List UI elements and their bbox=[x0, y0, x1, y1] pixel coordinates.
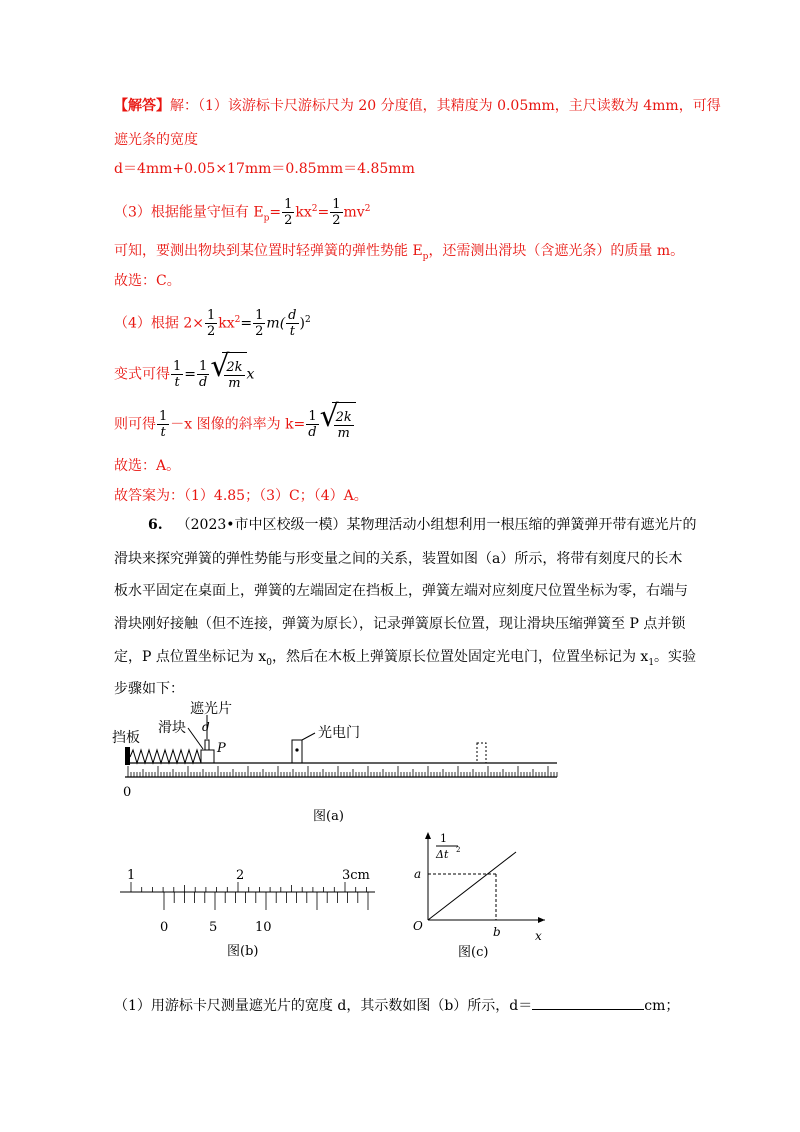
answer-blank[interactable] bbox=[532, 995, 644, 1010]
sq-4: 2 bbox=[304, 315, 311, 325]
p-label: P bbox=[217, 741, 226, 756]
question-line-3: 板水平固定在桌面上，弹簧的左端固定在挡板上，弹簧左端对应刻度尺位置坐标为零，右端与 bbox=[114, 583, 688, 599]
one-over-t-2: $\frac{1}{t}$ bbox=[159, 409, 168, 440]
conclusion-b: ，还需测出滑块（含遮光条）的质量 m。 bbox=[428, 243, 685, 259]
zero-label: 0 bbox=[123, 785, 132, 800]
ep-sub-2: p bbox=[422, 251, 429, 262]
answer-line-5 bbox=[114, 240, 684, 268]
a-label: a bbox=[414, 867, 422, 881]
photogate-dot bbox=[295, 748, 298, 751]
slope-text: －x 图像的斜率为 k= bbox=[170, 416, 306, 433]
answer-line-8 bbox=[114, 349, 255, 397]
answer-line-3: d＝4mm+0.05×17mm＝0.85mm＝4.85mm bbox=[114, 161, 415, 177]
shade-plate bbox=[205, 740, 209, 750]
vernier-ticks bbox=[164, 892, 368, 910]
sqrt-2k-over-m-2: √ $\frac{2k}{m}$ bbox=[320, 402, 356, 447]
question-line-4: 滑块刚好接触（但不连接，弹簧为原长），记录弹簧原长位置，现让滑块压缩弹簧至 P 点并锁 bbox=[114, 616, 686, 632]
ep-sub: p bbox=[263, 213, 270, 224]
shade-label: 遮光片 bbox=[190, 701, 232, 717]
sq-2: 2 bbox=[364, 204, 371, 214]
half-fraction-2: $\frac{1}{2}$ bbox=[332, 197, 341, 229]
slider-label: 滑块 bbox=[158, 720, 186, 736]
half-fraction-1: $\frac{1}{2}$ bbox=[284, 197, 293, 229]
figure-b-caption: 图(b) bbox=[227, 944, 259, 959]
y-label-den: Δt bbox=[436, 848, 449, 861]
p5c: 。实验 bbox=[654, 649, 697, 665]
baffle-plate bbox=[125, 747, 130, 765]
baffle-label: 挡板 bbox=[112, 730, 140, 746]
vernier-label-10: 10 bbox=[255, 920, 272, 935]
answer-line-4 bbox=[114, 192, 370, 235]
answer-line-9 bbox=[114, 399, 356, 447]
one-over-d-2: $\frac{1}{d}$ bbox=[308, 409, 317, 440]
figure-c bbox=[400, 828, 570, 968]
y-label-sup: 2 bbox=[456, 846, 461, 854]
eq-sign-4: = bbox=[184, 366, 197, 383]
question-line-6: 步骤如下： bbox=[114, 681, 184, 697]
answer-tag: 【解答】 bbox=[114, 98, 170, 114]
x-axis-label: x bbox=[535, 929, 542, 943]
answer-line-2: 遮光条的宽度 bbox=[114, 132, 198, 148]
main-label-3cm: 3cm bbox=[342, 868, 370, 883]
answer-line-11: 故答案为：（1）4.85；（3）C；（4）A。 bbox=[114, 488, 368, 504]
then-text: 则可得 bbox=[114, 416, 156, 433]
x-var: x bbox=[246, 366, 255, 383]
x1-sub: 1 bbox=[648, 657, 655, 668]
eq-sign-2: = bbox=[317, 204, 330, 221]
x0-sub: 0 bbox=[266, 657, 272, 668]
kx-term: kx bbox=[295, 204, 312, 221]
ruler-ticks bbox=[128, 766, 557, 777]
eq-sign-3: = bbox=[240, 315, 253, 332]
p5b: ，然后在木板上弹簧原长位置处固定光电门，位置坐标记为 x bbox=[271, 649, 649, 665]
data-line bbox=[428, 852, 516, 920]
one-over-d: $\frac{1}{d}$ bbox=[199, 359, 208, 390]
question-line-5 bbox=[114, 646, 696, 674]
half-fraction-4: $\frac{1}{2}$ bbox=[255, 308, 264, 340]
answer-line-1 bbox=[114, 95, 721, 117]
answer-line-6: 故选：C。 bbox=[114, 273, 181, 289]
gate-leader bbox=[302, 733, 315, 740]
d-label: d bbox=[202, 720, 210, 734]
origin-label: O bbox=[413, 919, 423, 933]
answer-line-7 bbox=[114, 300, 311, 344]
half-fraction-3: $\frac{1}{2}$ bbox=[207, 308, 216, 340]
y-axis-arrow bbox=[425, 832, 431, 839]
sqrt-2k-over-m: √ $\frac{2k}{m}$ bbox=[210, 352, 246, 397]
sq-1: 2 bbox=[311, 204, 318, 214]
one-over-t: $\frac{1}{t}$ bbox=[173, 359, 182, 390]
b-label: b bbox=[493, 925, 501, 939]
eq-sign: = bbox=[269, 204, 282, 221]
question-line-1 bbox=[148, 514, 697, 536]
question-sub-1 bbox=[114, 995, 679, 1017]
according-text: （4）根据 2× bbox=[114, 315, 204, 332]
vernier-label-5: 5 bbox=[209, 920, 218, 935]
sub1-text: （1）用游标卡尺测量遮光片的宽度 d，其示数如图（b）所示，d＝ bbox=[114, 998, 533, 1014]
energy-text: （3）根据能量守恒有 E bbox=[114, 204, 264, 221]
photogate-ghost bbox=[477, 743, 486, 763]
question-line-2: 滑块来探究弹簧的弹性势能与形变量之间的关系，装置如图（a）所示，将带有刻度尺的长木 bbox=[114, 551, 683, 567]
transform-text: 变式可得 bbox=[114, 366, 170, 383]
question-p1: （2023•市中区校级一模）某物理活动小组想利用一根压缩的弹簧弹开带有遮光片的 bbox=[176, 517, 697, 533]
d-over-t: $\frac{d}{t}$ bbox=[288, 308, 297, 340]
slider-block bbox=[201, 750, 214, 763]
kx-term-2: kx bbox=[218, 315, 235, 332]
answer-text: 解：（1）该游标卡尺游标尺为 20 分度值，其精度为 0.05mm，主尺读数为 4mm，可得 bbox=[170, 98, 721, 114]
main-label-2: 2 bbox=[236, 868, 245, 883]
conclusion-a: 可知，要测出物块到某位置时轻弹簧的弹性势能 E bbox=[114, 243, 423, 259]
x-axis-arrow bbox=[538, 917, 545, 923]
mv-term: mv bbox=[343, 204, 365, 221]
question-number: 6. bbox=[148, 517, 163, 533]
vernier-label-0: 0 bbox=[160, 920, 169, 935]
y-label-num: 1 bbox=[440, 832, 447, 845]
spring bbox=[130, 750, 201, 763]
figure-c-caption: 图(c) bbox=[458, 945, 489, 960]
figure-a bbox=[110, 695, 560, 825]
slider-leader bbox=[188, 728, 203, 749]
main-scale-ticks bbox=[131, 882, 366, 892]
sub1-unit: cm； bbox=[644, 998, 680, 1014]
sq-3: 2 bbox=[234, 315, 241, 325]
figure-b bbox=[110, 862, 390, 962]
answer-line-10: 故选：A。 bbox=[114, 458, 181, 474]
p5a: 定，P 点位置坐标记为 x bbox=[114, 649, 267, 665]
gate-label: 光电门 bbox=[318, 725, 360, 741]
figure-a-caption: 图(a) bbox=[313, 809, 344, 824]
main-label-1: 1 bbox=[127, 868, 136, 883]
m-term: m( bbox=[266, 315, 286, 332]
close-paren: ) bbox=[299, 315, 305, 332]
